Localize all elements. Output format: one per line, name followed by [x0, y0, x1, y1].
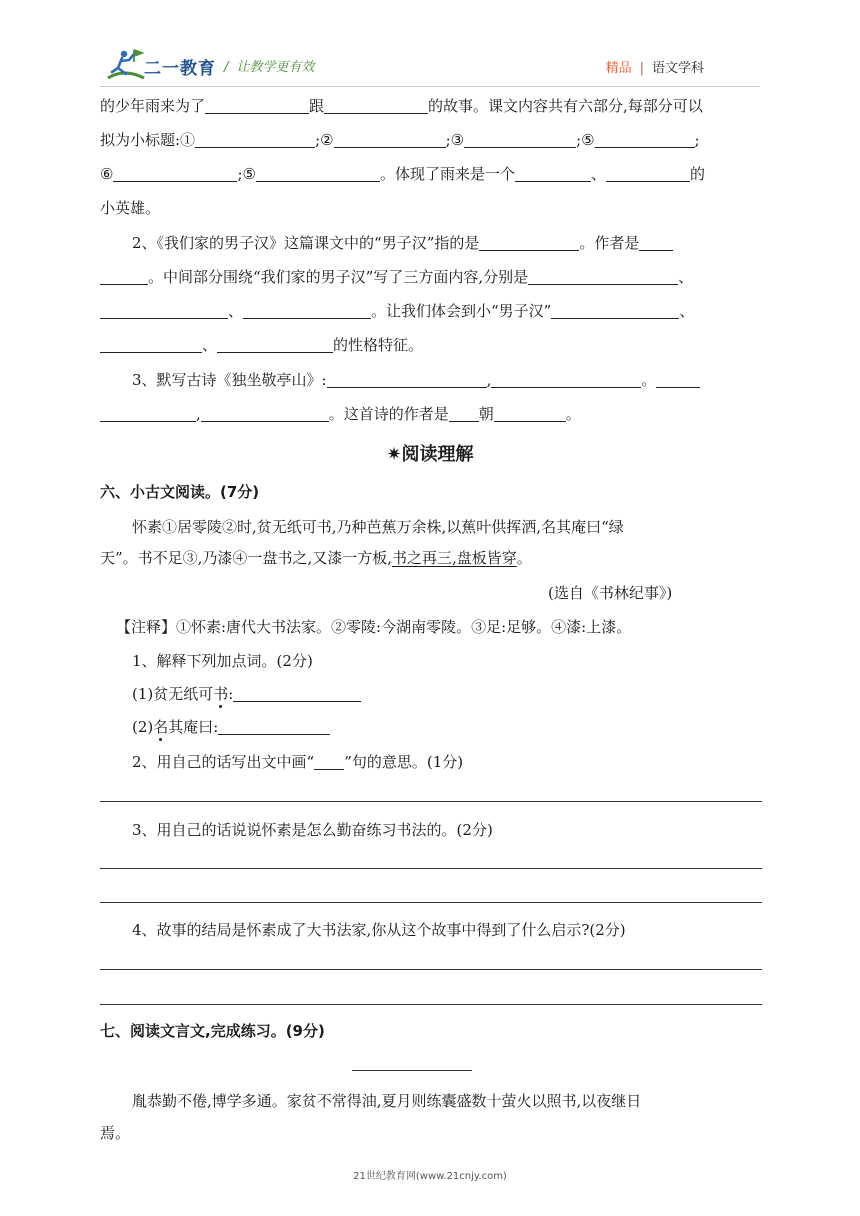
answer-blank[interactable] [233, 684, 361, 702]
dotted-word: 名 [153, 718, 169, 736]
text: 、 [679, 302, 695, 320]
blank [100, 267, 148, 285]
blank [113, 164, 237, 182]
q1-line-3 [100, 164, 762, 184]
s6-passage-line-1: 怀素①居零陵②时,贫无纸可书,乃种芭蕉万余株,以蕉叶供挥洒,名其庵曰“绿 [132, 518, 624, 536]
blank [324, 96, 428, 114]
blank [528, 267, 678, 285]
blank [195, 130, 315, 148]
text: ;⑤ [576, 131, 595, 149]
text: 。作者是 [579, 234, 640, 252]
blank [205, 96, 309, 114]
reading-title: 阅读理解 [401, 444, 474, 465]
text: ;② [315, 131, 334, 149]
text: 的故事。课文内容共有六部分,每部分可以 [428, 97, 703, 115]
text: 、 [590, 165, 606, 183]
blank [479, 233, 579, 251]
q2-line-1 [132, 233, 762, 253]
text: , [486, 371, 492, 389]
text: : [228, 685, 234, 703]
s6-q2 [132, 752, 762, 772]
s6-note: 【注释】①怀素:唐代大书法家。②零陵:今湖南零陵。③足:足够。④漆:上漆。 [116, 618, 632, 636]
blank [256, 164, 380, 182]
s6-q1a [132, 684, 762, 704]
blank [100, 301, 228, 319]
q2-line-3 [100, 301, 762, 321]
s7-passage-line-1: 胤恭勤不倦,博学多通。家贫不常得油,夏月则练囊盛数十萤火以照书,以夜继日 [132, 1092, 642, 1110]
text: 拟为小标题:① [100, 131, 196, 149]
text: 。 [565, 405, 581, 423]
text: ; [694, 131, 700, 149]
q2-line-2 [100, 267, 762, 287]
title-blank-line[interactable] [352, 1070, 472, 1071]
brand-name: 二一教育 [144, 59, 216, 79]
header-divider [100, 86, 760, 87]
blank [449, 404, 479, 422]
text: 。 [641, 371, 657, 389]
text: 天”。书不足③,乃漆④一盘书之,又漆一方板, [100, 549, 392, 567]
blank [515, 164, 591, 182]
jingpin-label: 精品 [605, 61, 632, 76]
blank [100, 404, 196, 422]
q2-line-4 [100, 335, 762, 355]
s6-q3: 3、用自己的话说说怀素是怎么勤奋练习书法的。(2分) [132, 821, 493, 839]
blank [217, 335, 333, 353]
answer-line[interactable] [100, 902, 762, 903]
blank [201, 404, 329, 422]
text: 。 [516, 549, 532, 567]
blank [314, 752, 344, 770]
s7-passage-line-2: 焉。 [100, 1124, 131, 1142]
blank [656, 370, 700, 388]
q1-line-1 [100, 96, 762, 116]
blank [551, 301, 679, 319]
q3-line-2 [100, 404, 762, 424]
s6-passage-line-2 [100, 548, 762, 568]
text: , [196, 405, 201, 423]
q1-line-2 [100, 130, 762, 150]
text: 跟 [309, 97, 325, 115]
text: 、 [228, 302, 244, 320]
answer-line[interactable] [100, 969, 762, 970]
blank [595, 130, 695, 148]
s6-q4: 4、故事的结局是怀素成了大书法家,你从这个故事中得到了什么启示?(2分) [132, 921, 626, 939]
subject-label: 语文学科 [651, 61, 704, 76]
section-7-title: 七、阅读文言文,完成练习。(9分) [100, 1022, 325, 1040]
sparkle-icon: ✷ [386, 444, 402, 465]
blank [464, 130, 576, 148]
s6-q1b [132, 717, 762, 737]
answer-line[interactable] [100, 868, 762, 869]
text: (2) [132, 718, 154, 736]
blank [243, 301, 371, 319]
answer-line[interactable] [100, 1004, 762, 1005]
answer-blank[interactable] [218, 717, 330, 735]
text: 3、默写古诗《独坐敬亭山》: [132, 371, 327, 389]
s6-q1: 1、解释下列加点词。(2分) [132, 652, 313, 670]
slogan-text: 让教学更有效 [236, 60, 315, 75]
blank [100, 335, 202, 353]
text: 朝 [478, 405, 494, 423]
text: ;⑤ [237, 165, 256, 183]
page-footer: 21世纪教育网(www.21cnjy.com) [353, 1171, 507, 1182]
q1-line-4: 小英雄。 [100, 199, 161, 217]
text: 、 [202, 336, 218, 354]
text: 。体现了雨来是一个 [379, 165, 515, 183]
text: 、 [678, 268, 694, 286]
text: 的 [690, 165, 706, 183]
blank [334, 130, 446, 148]
text: 的性格特征。 [333, 336, 424, 354]
section-6-title: 六、小古文阅读。(7分) [100, 483, 260, 501]
answer-line[interactable] [100, 801, 762, 802]
blank [494, 404, 566, 422]
blank [639, 233, 673, 251]
slogan-separator: / [224, 60, 229, 75]
blank [491, 370, 641, 388]
q3-line-1 [132, 370, 762, 390]
text: 2、《我们家的男子汉》这篇课文中的“男子汉”指的是 [132, 234, 480, 252]
text: ;③ [445, 131, 465, 149]
text: 其庵曰: [168, 718, 219, 736]
header-right [606, 57, 704, 76]
blank [327, 370, 487, 388]
text: ”句的意思。(1分) [344, 753, 464, 771]
text: 。这首诗的作者是 [328, 405, 449, 423]
blank [606, 164, 690, 182]
header-separator: | [639, 61, 644, 76]
header-bar [100, 44, 760, 84]
underlined-sentence: 书之再三,盘板皆穿 [391, 549, 517, 567]
dotted-word: 书 [213, 685, 229, 703]
s6-source: (选自《书林纪事》) [548, 584, 673, 602]
text: 2、用自己的话写出文中画“ [132, 753, 315, 771]
text: ⑥ [100, 165, 114, 183]
reading-heading [0, 440, 860, 466]
text: 的少年雨来为了 [100, 97, 206, 115]
text: 。中间部分围绕“我们家的男子汉”写了三方面内容,分别是 [148, 268, 529, 286]
slogan [224, 56, 314, 75]
text: 。让我们体会到小“男子汉” [371, 302, 552, 320]
text: (1)贫无纸可 [132, 685, 214, 703]
